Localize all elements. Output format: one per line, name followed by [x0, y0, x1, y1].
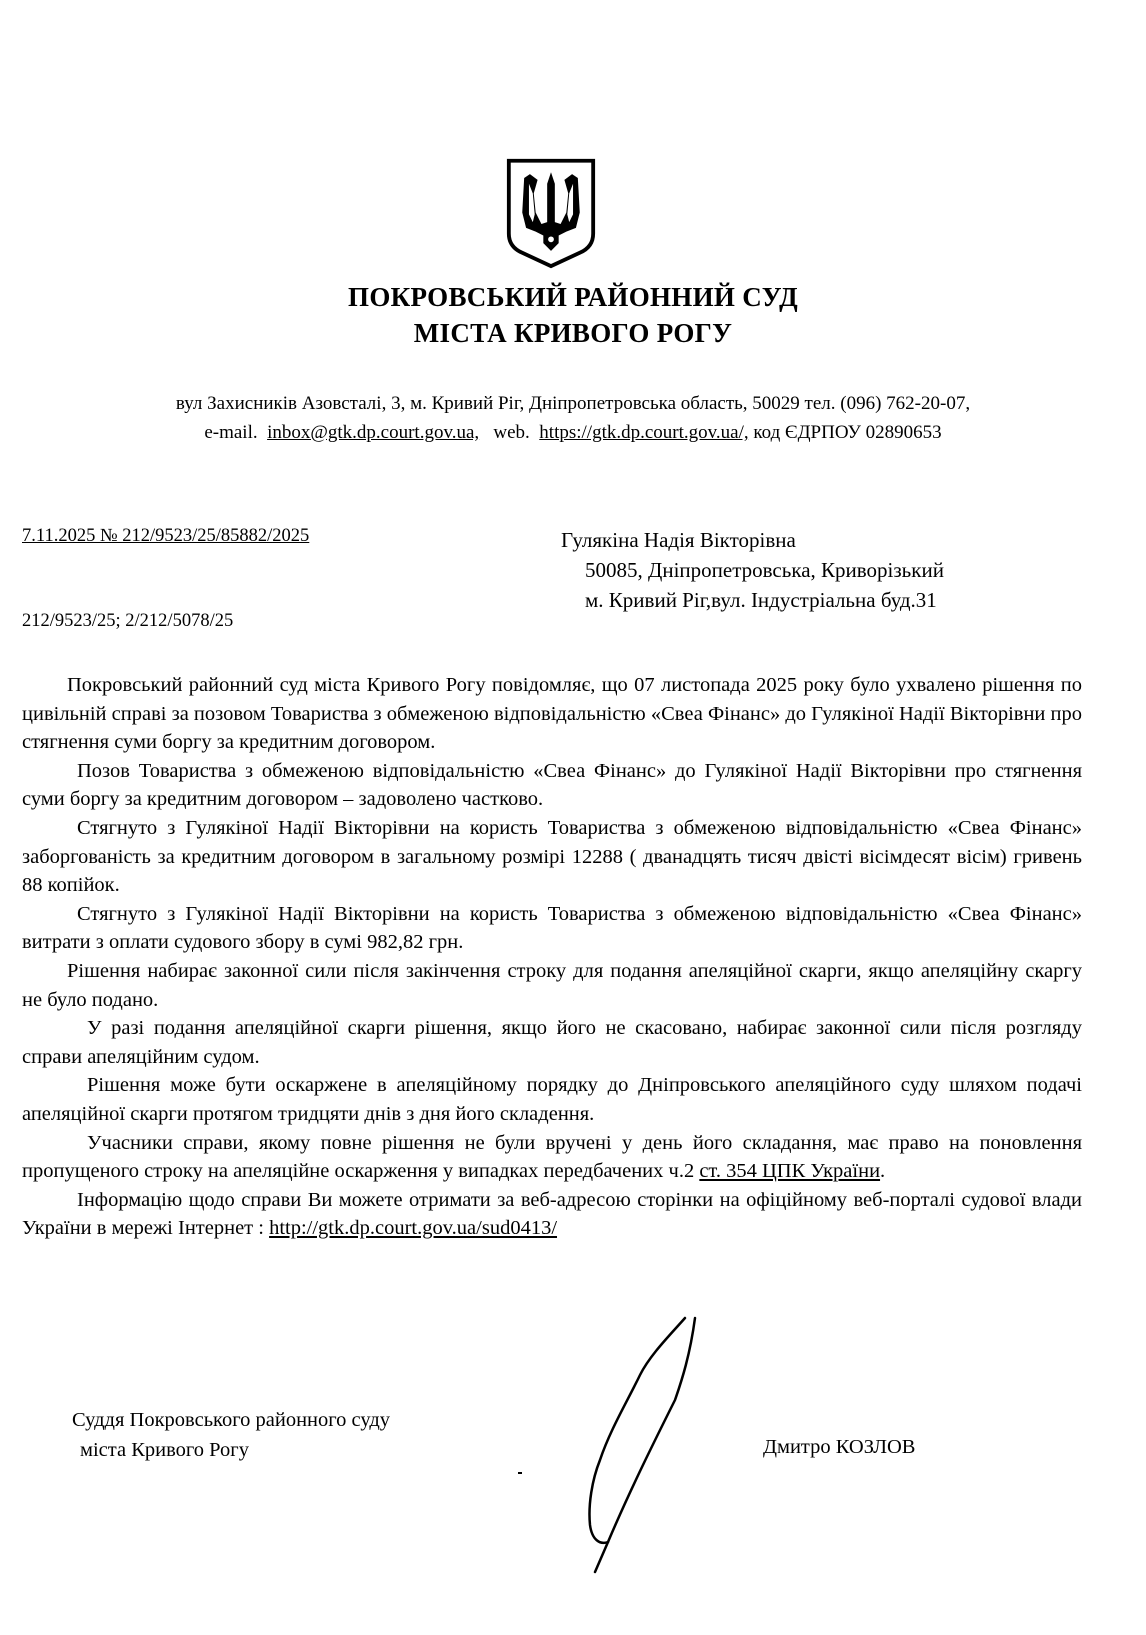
letter-body: [22, 671, 1082, 1243]
outgoing-reference: 7.11.2025 № 212/9523/25/85882/2025: [22, 526, 310, 546]
paragraph-decision: Покровський районний суд міста Кривого Рогу повідомляє, що 07 листопада 2025 року було ухвалено рішення по цивільній справі за позовом Товариства з обмеженою відповідальністю «Свеа Фінанс» до Гулякіної Надії Вікторівни про стягнення суми боргу за кредитним договором.: [22, 674, 1082, 754]
signatory-title-line2: міста Кривого Рогу: [80, 1439, 249, 1461]
paragraph-deadline-renewal: Учасники справи, якому повне рішення не були вручені у день його складання, має право на поновлення пропущеного строку на апеляційне оскарження у випадках передбачених ч.2 ст. 354 ЦПК України.: [22, 1131, 1082, 1183]
web-link[interactable]: https://gtk.dp.court.gov.ua/,: [539, 422, 749, 443]
court-contacts: [0, 422, 1146, 444]
recipient-address-line2: м. Кривий Ріг,вул. Індустріальна буд.31: [585, 588, 937, 612]
court-address: вул Захисників Азовсталі, 3, м. Кривий Ріг, Дніпропетровська область, 50029 тел. (096) 762-20-07,: [175, 393, 971, 414]
paragraph-debt-recovery: Стягнуто з Гулякіної Надії Вікторівни на користь Товариства з обмеженою відповідальністю «Свеа Фінанс» заборгованість за кредитним договором в загальному розмірі 12288 ( дванадцять тисяч двісті вісімдесят вісім) гривень 88 копійок.: [22, 816, 1082, 897]
paragraph-court-fee: Стягнуто з Гулякіної Надії Вікторівни на користь Товариства з обмеженою відповідальністю «Свеа Фінанс» витрати з оплати судового збору в сумі 982,82 грн.: [22, 902, 1082, 954]
judge-name: Дмитро КОЗЛОВ: [763, 1436, 916, 1458]
paragraph-info: Інформацію щодо справи Ви можете отримати за веб-адресою сторінки на офіційному веб-порталі судової влади України в мережі Інтернет : http://gtk.dp.court.gov.ua/sud0413/: [22, 1188, 1082, 1240]
ukraine-trident-emblem-icon: [503, 155, 599, 270]
court-name-line1: ПОКРОВСЬКИЙ РАЙОННИЙ СУД: [348, 282, 798, 312]
paragraph-legal-force: Рішення набирає законної сили після закінчення строку для подання апеляційної скарги, якщо апеляційну скаргу не було подано.: [22, 959, 1082, 1011]
case-numbers: 212/9523/25; 2/212/5078/25: [22, 611, 234, 631]
paragraph-appeal-effect: У разі подання апеляційної скарги рішення, якщо його не скасовано, набирає законної сили після розгляду справи апеляційним судом.: [22, 1017, 1082, 1068]
stray-mark: [518, 1472, 522, 1474]
paragraph-claim-result: Позов Товариства з обмеженою відповідальністю «Свеа Фінанс» до Гулякіної Надії Вікторівни про стягнення суми боргу за кредитним договором – задоволено частково.: [22, 759, 1082, 811]
law-article-link[interactable]: ст. 354 ЦПК України: [699, 1160, 881, 1183]
edrpou-code: код ЄДРПОУ 02890653: [753, 422, 942, 443]
email-link[interactable]: inbox@gtk.dp.court.gov.ua,: [267, 422, 480, 443]
case-info-link[interactable]: http://gtk.dp.court.gov.ua/sud0413/: [269, 1217, 558, 1240]
court-name-line2: МІСТА КРИВОГО РОГУ: [413, 318, 733, 348]
web-label: web.: [493, 422, 530, 443]
paragraph-appeal-procedure: Рішення може бути оскаржене в апеляційному порядку до Дніпровського апеляційного суду шляхом подачі апеляційної скарги протягом тридцяти днів з дня його складення.: [22, 1074, 1082, 1125]
signatory-title-line1: Суддя Покровського районного суду: [72, 1409, 391, 1431]
recipient-name: Гулякіна Надія Вікторівна: [561, 528, 796, 552]
handwritten-signature-icon: [560, 1310, 760, 1575]
email-label: e-mail.: [204, 422, 258, 443]
recipient-address-line1: 50085, Дніпропетровська, Криворізький: [585, 558, 944, 582]
